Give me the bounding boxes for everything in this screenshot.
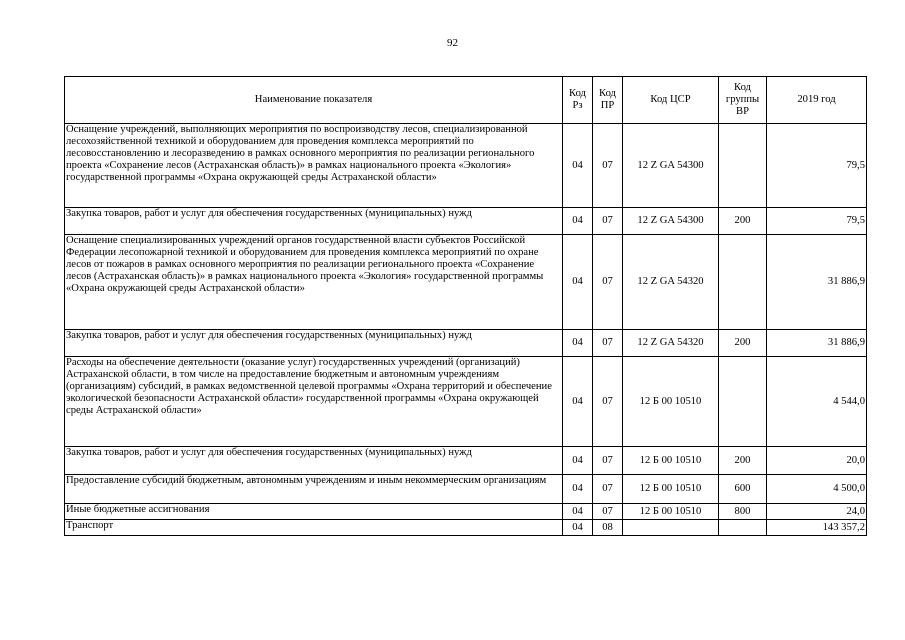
row-vr: 800 (719, 504, 767, 520)
row-pr: 07 (593, 208, 623, 235)
row-vr: 600 (719, 475, 767, 504)
table-row (65, 330, 867, 357)
header-pr: Код ПР (593, 77, 623, 124)
row-rz: 04 (563, 447, 593, 475)
row-rz: 04 (563, 504, 593, 520)
row-pr: 07 (593, 357, 623, 447)
row-amount: 24,0 (767, 504, 867, 520)
row-name: Оснащение учреждений, выполняющих мероприятия по воспроизводству лесов, специализированной лесохозяйственной техникой и оборудованием для проведения комплекса мероприятий по лесовосстановлению и лесоразведению в рамках основного мероприятия по реализации регионального проекта «Сохранение лесов (Астраханская область)» в рамках национального проекта «Экология» государственной программы «Охрана окружающей среды Астраханской области» (65, 124, 563, 208)
row-name: Закупка товаров, работ и услуг для обеспечения государственных (муниципальных) нужд (65, 447, 563, 475)
row-csr: 12 Б 00 10510 (623, 504, 719, 520)
table-row (65, 124, 867, 208)
row-amount: 20,0 (767, 447, 867, 475)
row-rz: 04 (563, 124, 593, 208)
row-pr: 07 (593, 447, 623, 475)
row-amount: 143 357,2 (767, 520, 867, 536)
row-amount: 4 500,0 (767, 475, 867, 504)
table-row (65, 208, 867, 235)
row-amount: 79,5 (767, 208, 867, 235)
row-csr: 12 Б 00 10510 (623, 357, 719, 447)
header-year: 2019 год (767, 77, 867, 124)
row-pr: 07 (593, 475, 623, 504)
header-name: Наименование показателя (65, 77, 563, 124)
row-rz: 04 (563, 235, 593, 330)
header-csr: Код ЦСР (623, 77, 719, 124)
header-rz: Код Рз (563, 77, 593, 124)
row-rz: 04 (563, 208, 593, 235)
row-csr: 12 Z GA 54320 (623, 235, 719, 330)
row-pr: 07 (593, 124, 623, 208)
row-rz: 04 (563, 330, 593, 357)
table-row (65, 235, 867, 330)
row-name: Иные бюджетные ассигнования (65, 504, 563, 520)
row-vr: 200 (719, 447, 767, 475)
row-amount: 79,5 (767, 124, 867, 208)
row-name: Оснащение специализированных учреждений органов государственной власти субъектов Российской Федерации лесопожарной техникой и оборудованием для проведения комплекса мероприятий по охране лесов от пожаров в рамках основного мероприятия по реализации регионального проекта «Сохранение лесов (Астраханская область)» в рамках национального проекта «Экология» государственной программы «Охрана окружающей среды Астраханской области» (65, 235, 563, 330)
row-name: Предоставление субсидий бюджетным, автономным учреждениям и иным некоммерческим организациям (65, 475, 563, 504)
row-name: Закупка товаров, работ и услуг для обеспечения государственных (муниципальных) нужд (65, 330, 563, 357)
row-csr: 12 Б 00 10510 (623, 447, 719, 475)
row-vr (719, 124, 767, 208)
header-vr: Код группы ВР (719, 77, 767, 124)
row-csr: 12 Z GA 54320 (623, 330, 719, 357)
row-amount: 4 544,0 (767, 357, 867, 447)
row-csr: 12 Z GA 54300 (623, 124, 719, 208)
row-vr (719, 357, 767, 447)
budget-table (64, 76, 867, 536)
row-amount: 31 886,9 (767, 235, 867, 330)
row-name: Расходы на обеспечение деятельности (оказание услуг) государственных учреждений (организаций) Астраханской области, в том числе на предоставление бюджетным и автономным учреждениям (организациям) субсидий, в рамках ведомственной целевой программы «Охрана территорий и обеспечение экологической безопасности Астраханской области» государственной программы «Охрана окружающей среды Астраханской области» (65, 357, 563, 447)
row-amount: 31 886,9 (767, 330, 867, 357)
row-vr: 200 (719, 208, 767, 235)
row-vr (719, 520, 767, 536)
row-pr: 07 (593, 235, 623, 330)
table-row (65, 447, 867, 475)
row-rz: 04 (563, 357, 593, 447)
row-csr (623, 520, 719, 536)
row-vr: 200 (719, 330, 767, 357)
table-row (65, 520, 867, 536)
page-number: 92 (447, 37, 458, 49)
row-csr: 12 Б 00 10510 (623, 475, 719, 504)
table-row (65, 504, 867, 520)
row-rz: 04 (563, 520, 593, 536)
row-pr: 07 (593, 330, 623, 357)
table-row (65, 357, 867, 447)
table-header-row (65, 77, 867, 124)
row-pr: 08 (593, 520, 623, 536)
row-vr (719, 235, 767, 330)
row-rz: 04 (563, 475, 593, 504)
row-csr: 12 Z GA 54300 (623, 208, 719, 235)
row-name: Закупка товаров, работ и услуг для обеспечения государственных (муниципальных) нужд (65, 208, 563, 235)
table-row (65, 475, 867, 504)
row-pr: 07 (593, 504, 623, 520)
row-name: Транспорт (65, 520, 563, 536)
